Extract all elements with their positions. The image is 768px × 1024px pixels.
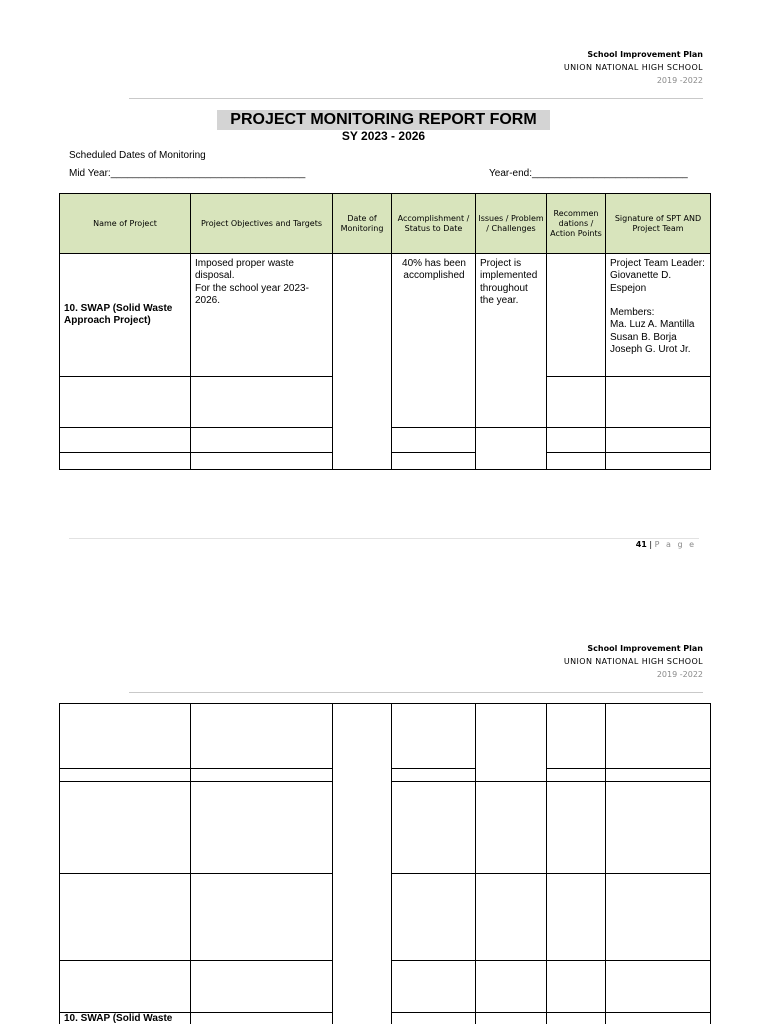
- mid-year-field: Mid Year:___________________________________: [69, 168, 306, 179]
- header-plan-title: School Improvement Plan: [587, 644, 703, 653]
- page-header: [564, 642, 703, 681]
- page-word: P a g e: [654, 540, 696, 549]
- col-header: Date of Monitoring: [333, 194, 392, 254]
- table-header-row: [60, 194, 711, 254]
- header-divider: [129, 98, 703, 99]
- recommendations-cell: [547, 254, 606, 377]
- header-school-name: UNION NATIONAL HIGH SCHOOL: [563, 657, 703, 666]
- form-title: PROJECT MONITORING REPORT FORM: [217, 110, 550, 130]
- project-name-cell: 10. SWAP (Solid Waste: [64, 1013, 173, 1024]
- monitoring-table-continued: [59, 703, 711, 1024]
- signature-cell: Project Team Leader: Giovanette D. Espejon Members: Ma. Luz A. Mantilla Susan B. Borja Joseph G. Urot Jr.: [610, 258, 705, 356]
- col-header: Name of Project: [60, 194, 191, 254]
- page-number-value: 41: [635, 540, 647, 549]
- accomplishment-cell: 40% has been accomplished: [402, 258, 466, 282]
- date-of-monitoring-cell: [333, 254, 392, 470]
- header-plan-title: School Improvement Plan: [587, 50, 703, 59]
- header-years: 2019 -2022: [656, 76, 703, 85]
- scheduled-dates-label: Scheduled Dates of Monitoring: [69, 150, 206, 161]
- page-header: [564, 48, 703, 87]
- project-name-cell: 10. SWAP (Solid Waste Approach Project): [64, 303, 173, 326]
- col-header: Signature of SPT AND Project Team: [606, 194, 711, 254]
- header-years: 2019 -2022: [656, 670, 703, 679]
- page-number: [636, 540, 696, 549]
- year-end-field: Year-end:____________________________: [489, 168, 688, 179]
- form-subtitle: SY 2023 - 2026: [341, 129, 426, 143]
- objectives-cell: Imposed proper waste disposal. For the school year 2023-2026.: [195, 258, 309, 306]
- table-row: [60, 704, 711, 769]
- page-separator: |: [646, 540, 655, 549]
- header-divider: [129, 692, 703, 693]
- footer-divider: [69, 538, 699, 539]
- monitoring-table: [59, 193, 711, 470]
- header-school-name: UNION NATIONAL HIGH SCHOOL: [563, 63, 703, 72]
- col-header: Recommen dations / Action Points: [547, 194, 606, 254]
- table-row: [60, 254, 711, 377]
- issues-cell: Project is implemented throughout the year.: [480, 258, 538, 306]
- col-header: Project Objectives and Targets: [191, 194, 333, 254]
- col-header: Issues / Problem / Challenges: [476, 194, 547, 254]
- col-header: Accomplishment / Status to Date: [392, 194, 476, 254]
